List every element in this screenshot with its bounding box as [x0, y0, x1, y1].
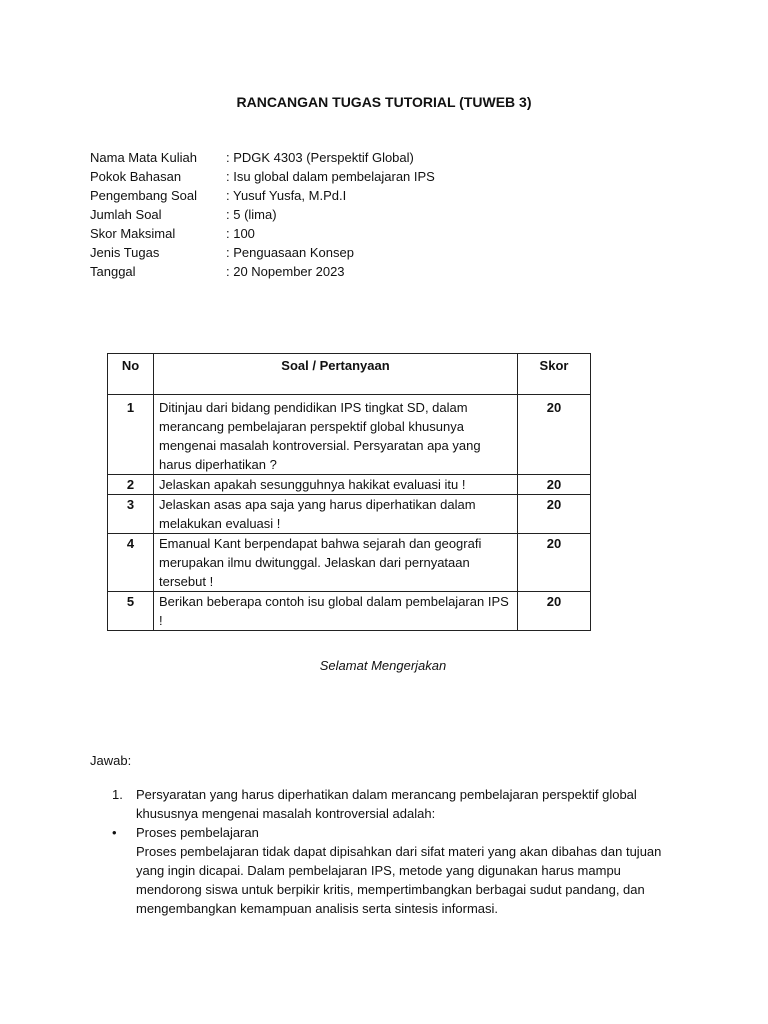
info-label: Pokok Bahasan — [90, 169, 182, 184]
info-value: : PDGK 4303 (Perspektif Global) — [226, 150, 414, 165]
document-title: RANCANGAN TUGAS TUTORIAL (TUWEB 3) — [236, 94, 532, 110]
course-info — [90, 148, 435, 281]
info-label: Pengembang Soal — [90, 188, 197, 203]
table-header-row — [108, 354, 591, 395]
info-row-task-type — [90, 243, 435, 262]
answer-heading: Jawab: — [90, 753, 132, 768]
question-score: 20 — [518, 475, 591, 495]
question-text: Emanual Kant berpendapat bahwa sejarah dan geografi merupakan ilmu dwitunggal. Jelaskan dari pernyataan tersebut ! — [154, 534, 518, 592]
answer-text: Persyaratan yang harus diperhatikan dalam merancang pembelajaran perspektif global khususnya mengenai masalah kontroversial adalah: — [136, 787, 637, 821]
answer-bullet-1 — [90, 823, 680, 918]
question-text: Jelaskan apakah sesungguhnya hakikat evaluasi itu ! — [154, 475, 518, 495]
info-row-course-name — [90, 148, 435, 167]
info-label: Jenis Tugas — [90, 245, 160, 260]
info-value: : Isu global dalam pembelajaran IPS — [226, 169, 435, 184]
info-value: : 5 (lima) — [226, 207, 277, 222]
bullet-content — [136, 823, 680, 918]
question-number: 1 — [108, 395, 154, 475]
table-row — [108, 495, 591, 534]
question-number: 4 — [108, 534, 154, 592]
header-score: Skor — [518, 354, 591, 395]
answer-item-1 — [90, 785, 680, 823]
question-text: Ditinjau dari bidang pendidikan IPS tingkat SD, dalam merancang pembelajaran perspektif global khusunya mengenai masalah kontroversial. Persyaratan apa yang harus diperhatikan ? — [154, 395, 518, 475]
table-row — [108, 395, 591, 475]
bullet-title: Proses pembelajaran — [136, 825, 259, 840]
list-number: 1. — [112, 787, 123, 802]
question-number: 3 — [108, 495, 154, 534]
question-score: 20 — [518, 534, 591, 592]
question-number: 2 — [108, 475, 154, 495]
info-value: : Penguasaan Konsep — [226, 245, 354, 260]
info-row-question-count — [90, 205, 435, 224]
closing-text: Selamat Mengerjakan — [319, 658, 447, 673]
question-text: Jelaskan asas apa saja yang harus diperhatikan dalam melakukan evaluasi ! — [154, 495, 518, 534]
question-number: 5 — [108, 592, 154, 631]
info-label: Nama Mata Kuliah — [90, 150, 197, 165]
question-text: Berikan beberapa contoh isu global dalam pembelajaran IPS ! — [154, 592, 518, 631]
info-value: : 20 Nopember 2023 — [226, 264, 345, 279]
table-row — [108, 592, 591, 631]
info-value: : Yusuf Yusfa, M.Pd.I — [226, 188, 347, 203]
header-question: Soal / Pertanyaan — [154, 354, 518, 395]
table-row — [108, 475, 591, 495]
question-score: 20 — [518, 395, 591, 475]
info-label: Skor Maksimal — [90, 226, 176, 241]
info-label: Jumlah Soal — [90, 207, 162, 222]
info-value: : 100 — [226, 226, 255, 241]
table-row — [108, 534, 591, 592]
question-score: 20 — [518, 592, 591, 631]
info-row-max-score — [90, 224, 435, 243]
info-label: Tanggal — [90, 264, 136, 279]
answer-section — [90, 785, 680, 918]
bullet-text: Proses pembelajaran tidak dapat dipisahkan dari sifat materi yang akan dibahas dan tujuan yang ingin dicapai. Dalam pembelajaran IPS, metode yang digunakan harus mampu mendorong siswa untuk berpikir kritis, mempertimbangkan berbagai sudut pandang, dan mengembangkan kemampuan analisis serta sintesis informasi. — [136, 844, 662, 916]
bullet-icon: • — [112, 825, 117, 840]
question-score: 20 — [518, 495, 591, 534]
info-row-date — [90, 262, 435, 281]
header-no: No — [108, 354, 154, 395]
info-row-author — [90, 186, 435, 205]
info-row-topic — [90, 167, 435, 186]
questions-table — [107, 353, 591, 631]
